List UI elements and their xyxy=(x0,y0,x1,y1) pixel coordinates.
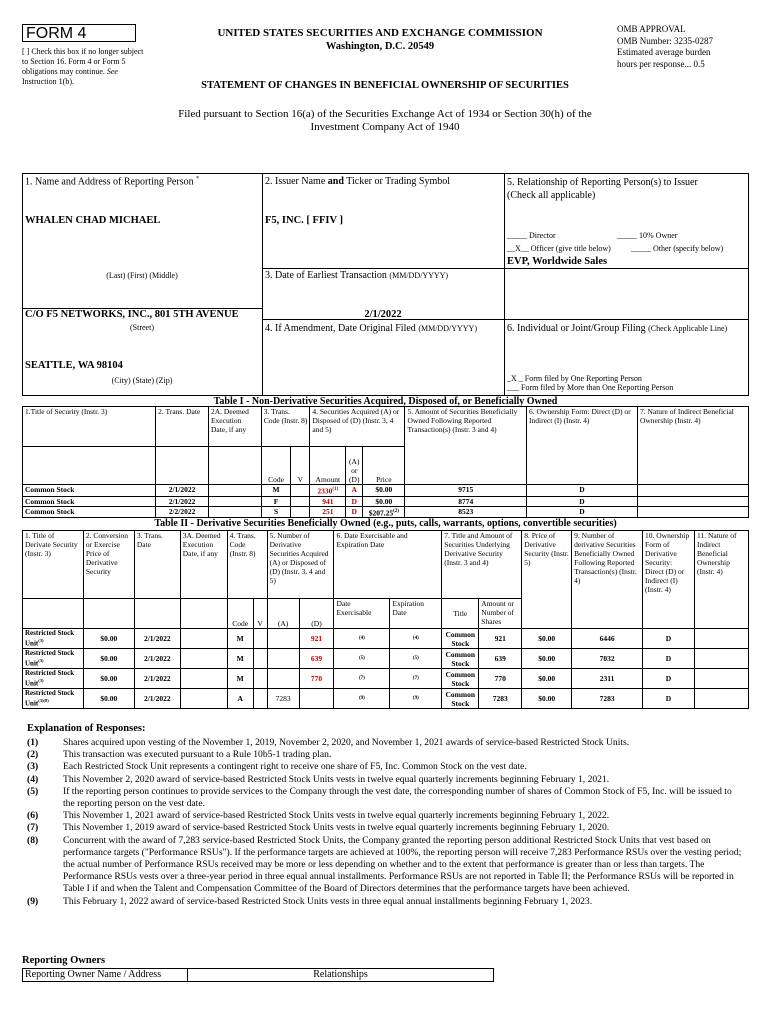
reporting-person-name: WHALEN CHAD MICHAEL xyxy=(25,215,161,226)
divider xyxy=(262,173,263,396)
footnote: (6) This November 1, 2021 award of service-based Restricted Stock Units vests in twelve equal quarterly increments beginning February 1, 2022. xyxy=(27,810,610,822)
other-option: _____ Other (specify below) xyxy=(631,244,724,253)
form-title: FORM 4 xyxy=(22,24,136,42)
table1 xyxy=(22,406,749,518)
divider xyxy=(504,173,505,396)
explanation-list xyxy=(27,737,742,908)
t2-header-form: 10. Ownership Form of Derivative Security: Direct (D) or Indirect (I) (Instr. 4) xyxy=(643,531,695,629)
officer-title: EVP, Worldwide Sales xyxy=(507,256,608,267)
t2-sub-code: Code xyxy=(227,599,253,629)
earliest-transaction-label: 3. Date of Earliest Transaction (MM/DD/YYYY) xyxy=(265,270,449,281)
t1-header-code: 3. Trans. Code (Instr. 8) xyxy=(261,407,310,447)
t2-sub-expiration: Expiration Date xyxy=(390,599,442,629)
table-row: Restricted Stock Unit$^{(3)}$ $0.00 2/1/2022 M 770 (7) (7) Common Stock 770 $0.00 2311 D xyxy=(23,669,749,689)
no-longer-subject-note: [ ] Check this box if no longer subject to Section 16. Form 4 or Form 5 obligations may continue. See Instruction 1(b). xyxy=(22,47,144,86)
t1-sub-amount: Amount xyxy=(310,447,346,485)
omb-approval: OMB APPROVAL OMB Number: 3235-0287 Estimated average burden hours per response... 0.5 xyxy=(617,24,713,69)
table-row: Restricted Stock Unit$^{(3)(8)}$ $0.00 2/1/2022 A 7283 (9) (9) Common Stock 7283 $0.00 7283 D xyxy=(23,689,749,709)
footnote: (1) Shares acquired upon vesting of the November 1, 2019, November 2, 2020, and November 1, 2021 awards of service-based Restricted Stock Units. xyxy=(27,737,630,748)
footnote: (5) If the reporting person continues to provide services to the Company through the vest date, the corresponding number of shares of Common Stock of F5, Inc. will be issued to the reporting person on the vest date. xyxy=(27,785,732,810)
t1-header-owned: 5. Amount of Securities Beneficially Owned Following Reported Transaction(s) (Instr. 3 and 4) xyxy=(405,407,527,485)
filing-one-person: _X _ Form filed by One Reporting Person xyxy=(507,374,642,383)
t2-header-code: 4. Trans. Code (Instr. 8) xyxy=(227,531,267,599)
t2-sub-d: (D) xyxy=(299,599,334,629)
street-address: C/O F5 NETWORKS, INC., 801 5TH AVENUE xyxy=(25,309,239,320)
t2-header-underlying: 7. Title and Amount of Securities Underlying Derivative Security (Instr. 3 and 4) xyxy=(442,531,522,599)
amendment-label: 4. If Amendment, Date Original Filed (MM/DD/YYYY) xyxy=(265,323,477,334)
t1-header-form: 6. Ownership Form: Direct (D) or Indirect (I) (Instr. 4) xyxy=(527,407,638,485)
table-row: Common Stock 2/1/2022 M 2330$^{(1)}$ A $0.00 9715 D xyxy=(23,485,749,497)
t2-sub-amount: Amount or Number of Shares xyxy=(479,599,522,629)
t1-header-date: 2. Trans. Date xyxy=(156,407,209,447)
statement-title: STATEMENT OF CHANGES IN BENEFICIAL OWNERSHIP OF SECURITIES xyxy=(201,80,569,91)
t2-sub-exercisable: Date Exercisable xyxy=(334,599,390,629)
owners-col-relationships: Relationships xyxy=(188,969,494,982)
filed-pursuant: Filed pursuant to Section 16(a) of the Securities Exchange Act of 1934 or Section 30(h) of the Investment Company Act of 1940 xyxy=(178,108,592,133)
filing-more-persons: ___ Form filed by More than One Reporting Person xyxy=(507,383,674,392)
footnote: (8) Concurrent with the award of 7,283 service-based Restricted Stock Units, the Company granted the reporting person additional Restricted Stock Units that vest based on performance targets ("Performance RSUs"). If the performance targets are achieved at 100%, the reporting person will receive 7,283 Performance RSUs over the vesting period; the actual number of Performance RSUs received may be more or less depending on whether and to the extent that performance is greater than or less than targets. The Performance RSUs vests over a three-year period in three equal annual installments. Performance RSUs are not reported in Table II; the Performance RSUs will be reported in Table I if and when the Talent and Compensation Committee of the Board of Directors determines that the performance targets have been achieved. xyxy=(27,834,742,895)
footnote: (3) Each Restricted Stock Unit represents a contingent right to receive one share of F5, Inc. Common Stock on the vest date. xyxy=(27,761,527,773)
filing-type-label: 6. Individual or Joint/Group Filing (Check Applicable Line) xyxy=(507,323,728,334)
t1-header-title: 1.Title of Security (Instr. 3) xyxy=(23,407,156,447)
table-row: Common Stock 2/2/2022 S 251 D $207.25$^{(2)}$ 8523 D xyxy=(23,506,749,518)
t1-header-deemed: 2A. Deemed Execution Date, if any xyxy=(208,407,261,447)
divider xyxy=(262,268,749,269)
officer-option: __X__ Officer (give title below) xyxy=(507,244,611,253)
t2-sub-title: Title xyxy=(442,599,479,629)
t2-sub-v: V xyxy=(253,599,267,629)
earliest-transaction-date: 2/1/2022 xyxy=(364,309,402,320)
director-option: _____ Director xyxy=(507,231,556,240)
t1-sub-v: V xyxy=(291,447,310,485)
t2-header-deemed: 3A. Deemed Execution Date, if any xyxy=(180,531,227,599)
reporting-owners-title: Reporting Owners xyxy=(22,955,106,966)
table-row: Restricted Stock Unit$^{(3)}$ $0.00 2/1/2022 M 639 (5) (5) Common Stock 639 $0.00 7032 D xyxy=(23,649,749,669)
street-label: (Street) xyxy=(130,323,154,332)
t1-header-nature: 7. Nature of Indirect Beneficial Ownership (Instr. 4) xyxy=(637,407,748,485)
ten-percent-owner-option: _____ 10% Owner xyxy=(617,231,678,240)
t2-header-conversion: 2. Conversion or Exercise Price of Derivative Security xyxy=(83,531,134,599)
agency-location: Washington, D.C. 20549 xyxy=(325,41,435,52)
table2 xyxy=(22,530,749,709)
city-state-zip: SEATTLE, WA 98104 xyxy=(25,360,123,371)
owners-col-name: Reporting Owner Name / Address xyxy=(23,969,188,982)
footnote: (7) This November 1, 2019 award of service-based Restricted Stock Units vests in twelve equal quarterly increments beginning February 1, 2020. xyxy=(27,822,610,834)
t2-header-title: 1. Title of Derivate Security (Instr. 3) xyxy=(23,531,84,599)
table1-title: Table I - Non-Derivative Securities Acquired, Disposed of, or Beneficially Owned xyxy=(213,396,558,407)
t2-header-owned: 9. Number of derivative Securities Beneficially Owned Following Reported Transaction(s) (Instr. 4) xyxy=(572,531,643,629)
t1-header-acquired: 4. Securities Acquired (A) or Disposed of (D) (Instr. 3, 4 and 5) xyxy=(310,407,405,447)
issuer-name: F5, INC. [ FFIV ] xyxy=(265,215,343,226)
t2-header-date: 3. Trans. Date xyxy=(134,531,180,599)
t2-header-price: 8. Price of Derivative Security (Instr. 5) xyxy=(522,531,572,629)
footnote: (2) This transaction was executed pursuant to a Rule 10b5-1 trading plan. xyxy=(27,749,332,761)
relationship-label: 5. Relationship of Reporting Person(s) to Issuer (Check all applicable) xyxy=(507,177,698,201)
table-row: Restricted Stock Unit$^{(3)}$ $0.00 2/1/2022 M 921 (4) (4) Common Stock 921 $0.00 6446 D xyxy=(23,629,749,649)
footnote: (9) This February 1, 2022 award of service-based Restricted Stock Units vests in three equal annual installments beginning February 1, 2023. xyxy=(27,895,593,907)
reporting-info-box xyxy=(22,173,749,396)
reporting-owners-table xyxy=(22,968,494,982)
t1-sub-price: Price xyxy=(363,447,405,485)
t1-sub-aord: (A) or (D) xyxy=(346,447,363,485)
t2-sub-a: (A) xyxy=(267,599,299,629)
explanation-title: Explanation of Responses: xyxy=(27,723,146,734)
issuer-label: 2. Issuer Name and Ticker or Trading Symbol xyxy=(265,176,451,187)
reporting-person-label: 1. Name and Address of Reporting Person * xyxy=(25,176,200,188)
footnote: (4) This November 2, 2020 award of service-based Restricted Stock Units vests in twelve equal quarterly increments beginning February 1, 2021. xyxy=(27,773,610,785)
t2-header-exercisable: 6. Date Exercisable and Expiration Date xyxy=(334,531,442,599)
agency-name: UNITED STATES SECURITIES AND EXCHANGE COMMISSION xyxy=(217,27,543,39)
city-label: (City) (State) (Zip) xyxy=(111,376,173,385)
t1-sub-code: Code xyxy=(261,447,291,485)
t2-header-nature: 11. Nature of Indirect Beneficial Ownership (Instr. 4) xyxy=(694,531,748,629)
t2-header-number: 5. Number of Derivative Securities Acquired (A) or Disposed of (D) (Instr. 3, 4 and 5) xyxy=(267,531,334,599)
table2-title: Table II - Derivative Securities Beneficially Owned (e.g., puts, calls, warrants, options, convertible securities) xyxy=(154,518,617,529)
table-row: Common Stock 2/1/2022 F 941 D $0.00 8774 D xyxy=(23,496,749,506)
name-parts-label: (Last) (First) (Middle) xyxy=(106,271,178,280)
